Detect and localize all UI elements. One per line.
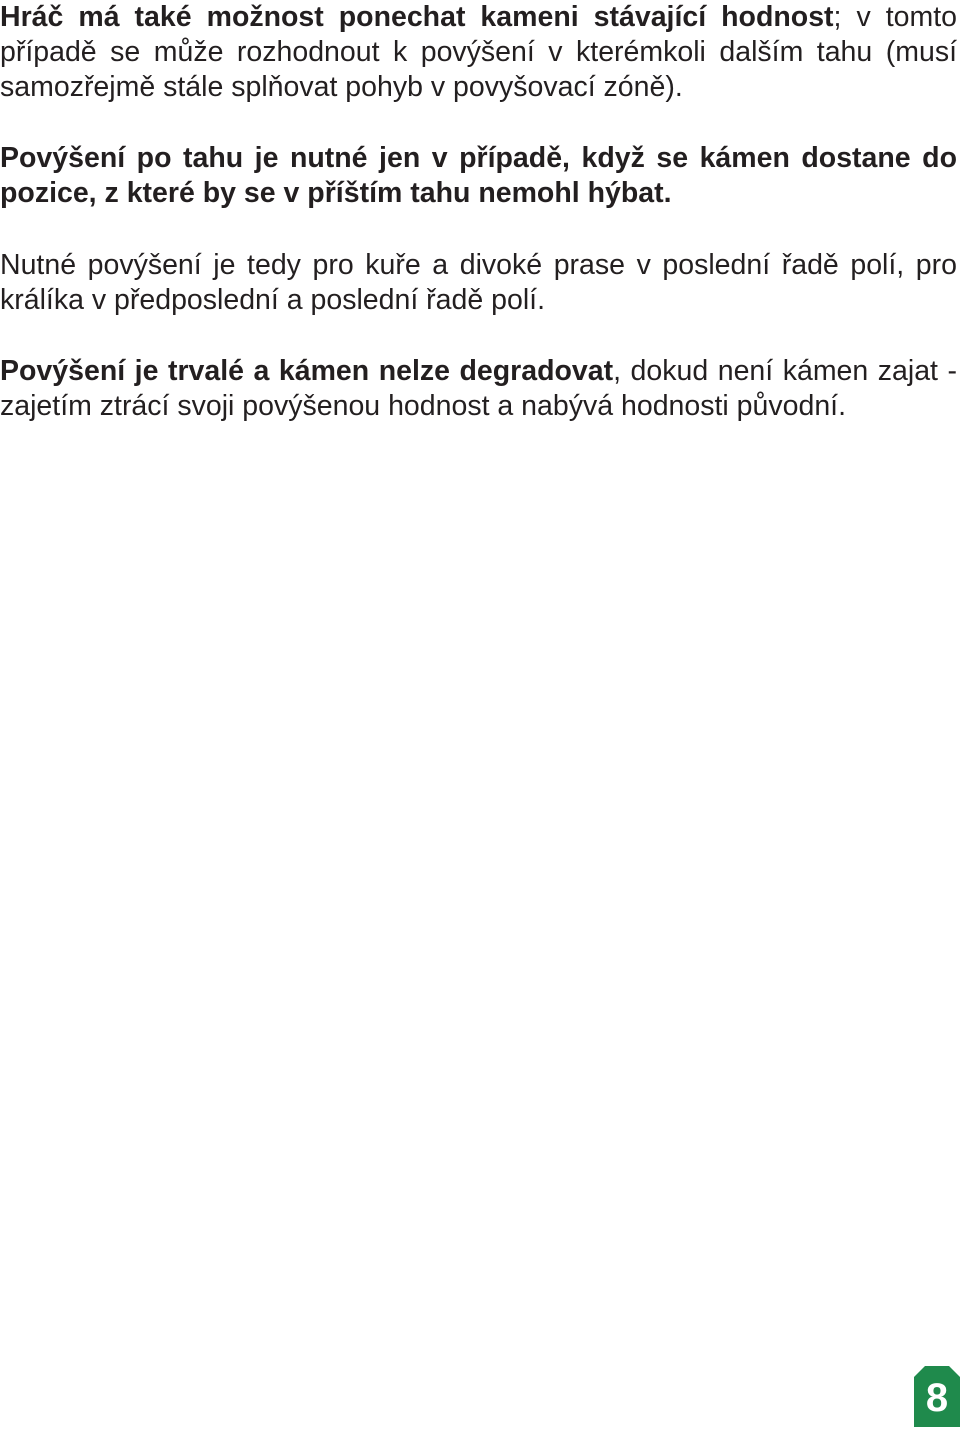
page-number: 8 bbox=[925, 1376, 949, 1420]
paragraph-mandatory-promotion-bold: Povýšení po tahu je nutné jen v případě, když se kámen dostane do pozice, z které by se v příštím tahu nemohl hýbat. bbox=[0, 142, 957, 209]
paragraph-keep-rank-bold: Hráč má také možnost ponechat kameni stávající hodnost bbox=[0, 1, 834, 33]
paragraph-promotion-rows bbox=[0, 248, 957, 318]
paragraph-mandatory-promotion bbox=[0, 141, 957, 211]
paragraph-promotion-rows-text: Nutné povýšení je tedy pro kuře a divoké prase v poslední řadě polí, pro králíka v předposlední a poslední řadě polí. bbox=[0, 249, 957, 316]
page-number-badge bbox=[914, 1366, 960, 1427]
paragraph-permanent-promotion bbox=[0, 354, 957, 424]
paragraph-keep-rank bbox=[0, 0, 957, 105]
paragraph-permanent-promotion-bold: Povýšení je trvalé a kámen nelze degradovat bbox=[0, 355, 614, 387]
paragraph-permanent-promotion-text: , dokud není kámen zajat - zajetím ztrácí svoji povýšenou hodnost a nabývá hodnosti původní. bbox=[0, 355, 957, 422]
paragraph-keep-rank-text: ; v tomto případě se může rozhodnout k povýšení v kterémkoli dalším tahu (musí samozřejmě stále splňovat pohyb v povyšovací zóně). bbox=[0, 1, 957, 103]
